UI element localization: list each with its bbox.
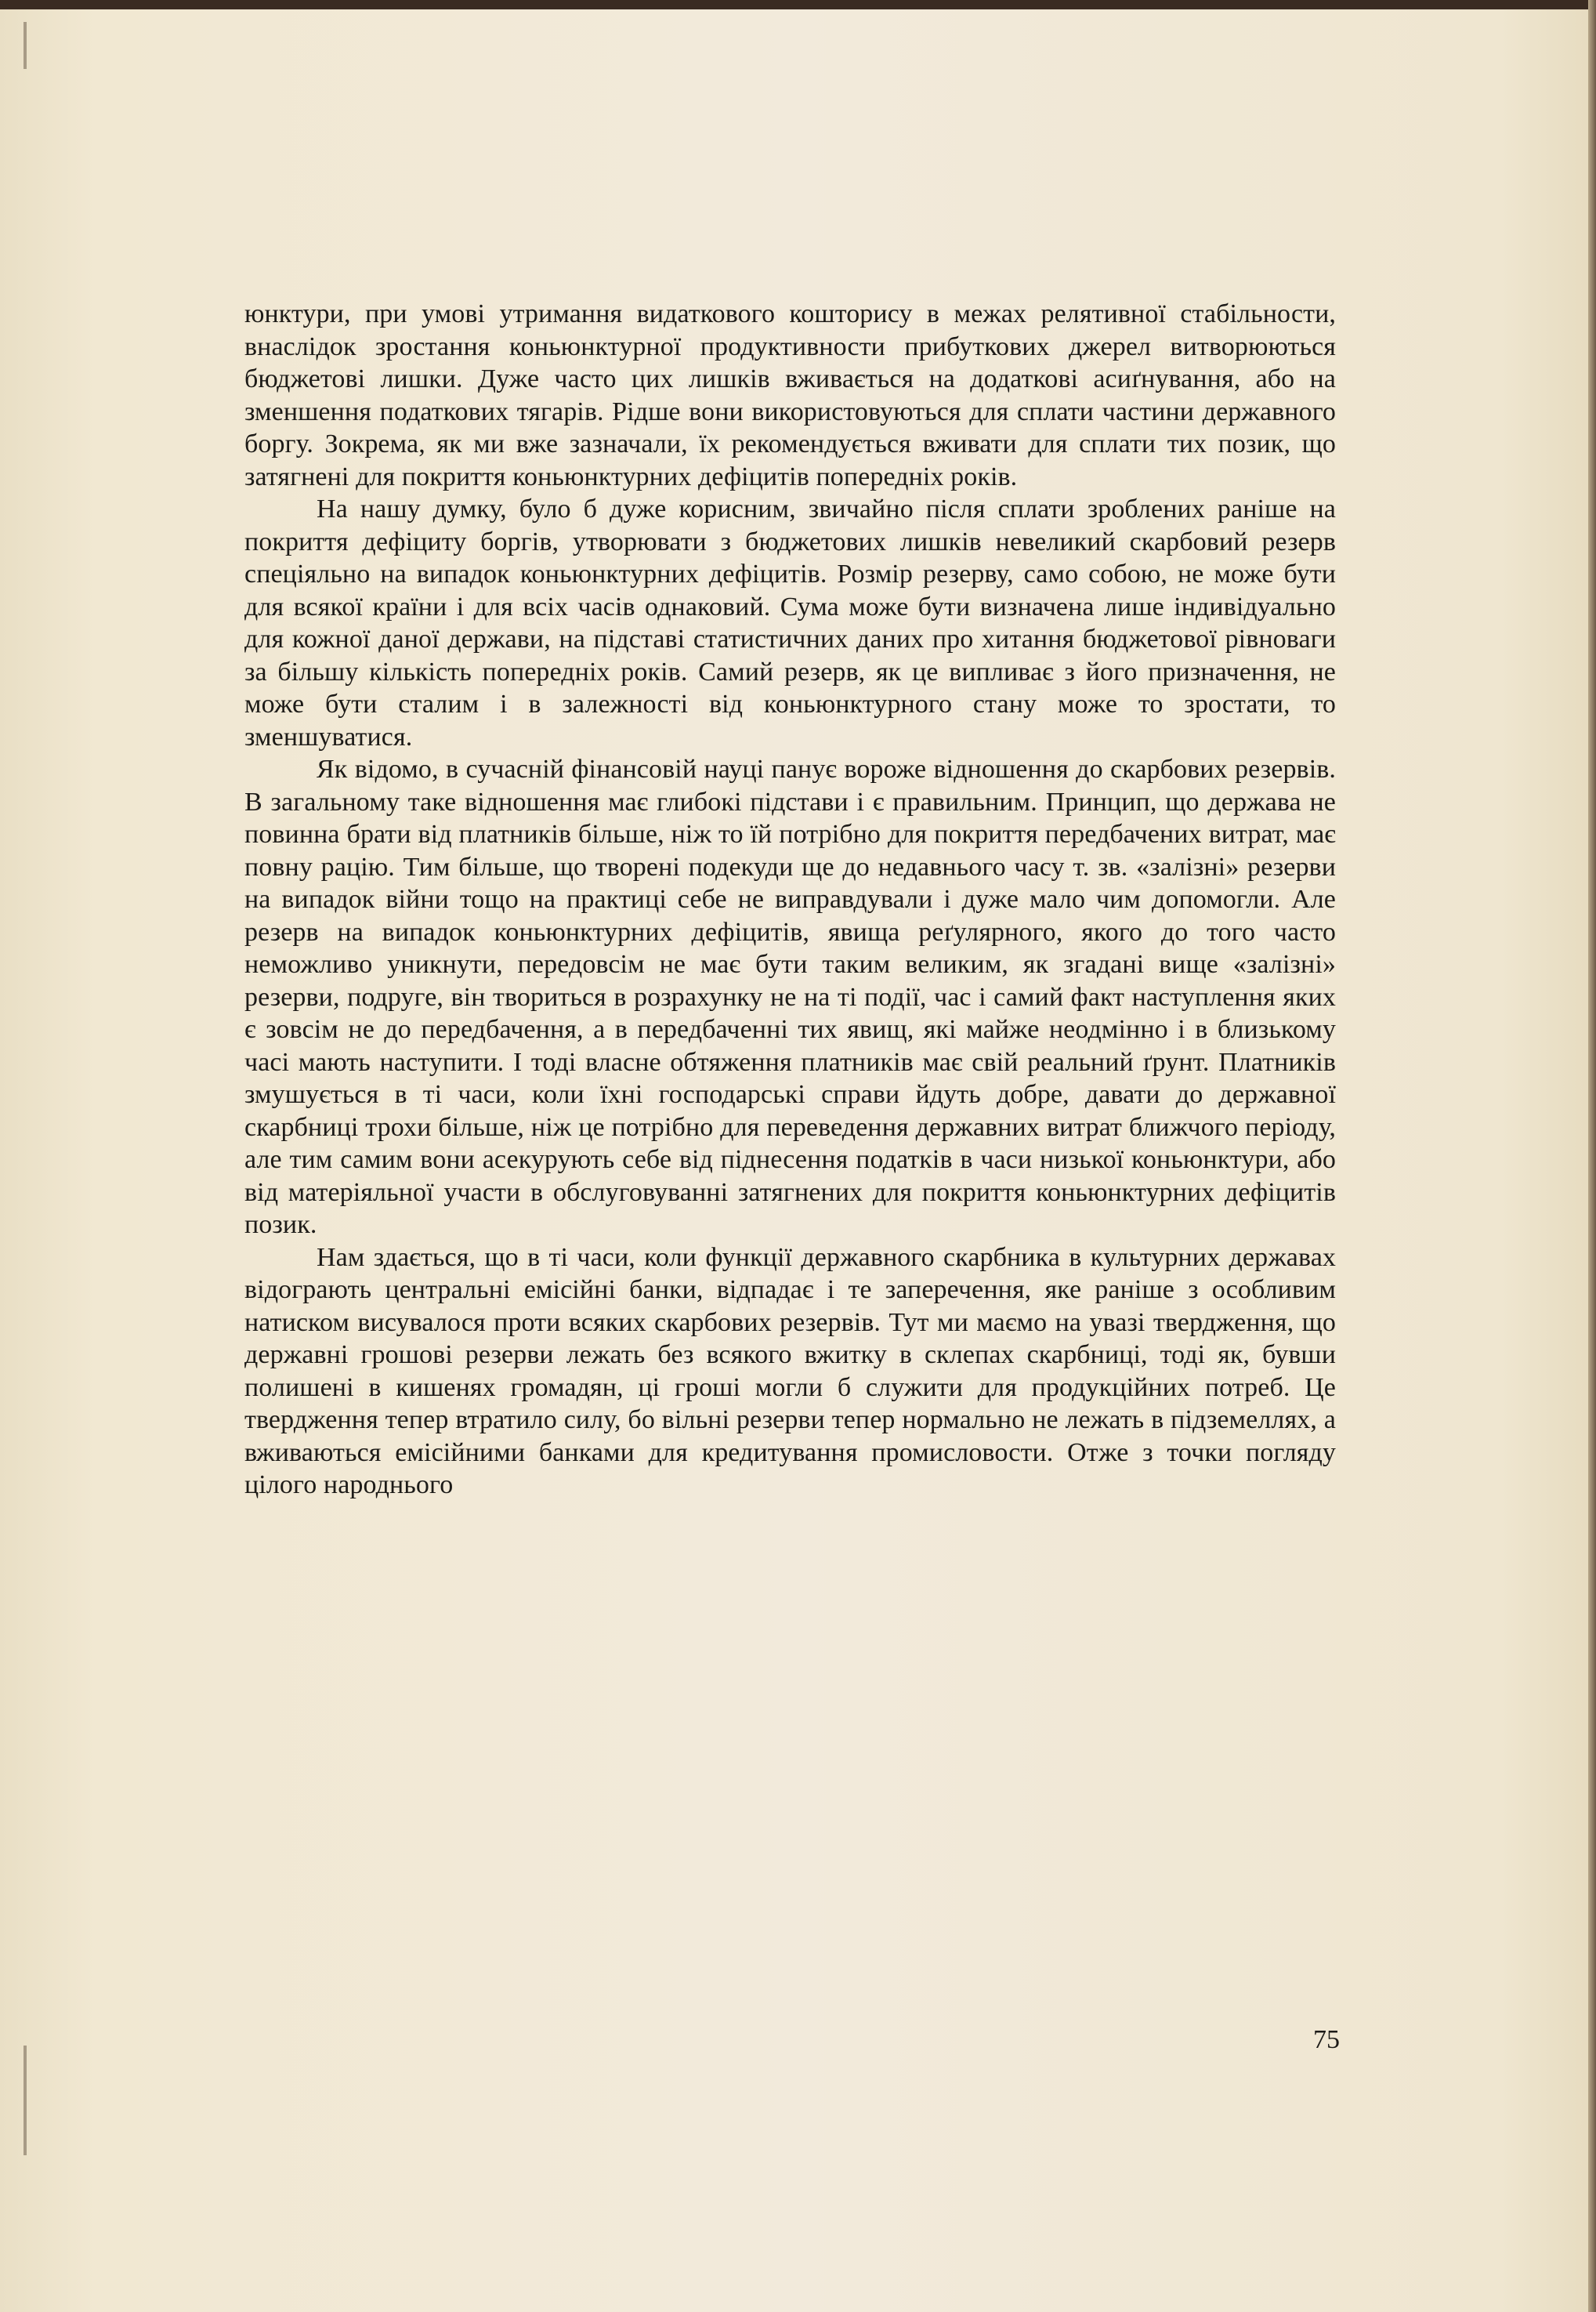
scan-left-mark	[24, 22, 27, 69]
paragraph-3: Як відомо, в сучасній фінансовій науці панує вороже відношення до скарбових резервів. В загальному таке відношення має глибокі підстави і є правильним. Принцип, що держава не повинна брати від платників більше, ніж то їй потрібно для покриття передбачених витрат, має повну рацію. Тим більше, що творені подекуди ще до недавнього часу т. зв. «залізні» резерви на випадок війни тощо на практиці себе не виправдували і дуже мало чим допомогли. Але резерв на випадок коньюнктурних дефіцитів, явища реґулярного, якого до того часто неможливо уникнути, передовсім не має бути таким великим, як згадані вище «залізні» резерви, подруге, він твориться в розрахунку не на ті події, час і самий факт наступлення яких є зовсім не до передбачення, а в передбаченні тих явищ, які майже неодмінно і в близькому часі мають наступити. І тоді власне обтяження платників має свій реальний ґрунт. Платників змушується в ті часи, коли їхні господарські справи йдуть добре, давати до державної скарбниці трохи більше, ніж це потрібно для переведення державних витрат ближчого періоду, але тим самим вони асекурують себе від піднесення податків в часи низької коньюнктури, або від матеріяльної участи в обслуговуванні затягнених для покриття коньюнктурних дефіцитів позик.	[244, 755, 1336, 1239]
paragraph-4: Нам здається, що в ті часи, коли функції державного скарбника в культурних державах відограють центральні емісійні банки, відпадає і те заперечення, яке раніше з особливим натиском висувалося проти всяких скарбових резервів. Тут ми маємо на увазі твердження, що державні грошові резерви лежать без всякого вжитку в склепах скарбниці, тоді як, бувши полишені в кишенях громадян, ці гроші могли б служити для продукційних потреб. Це твердження тепер втратило силу, бо вільні резерви тепер нормально не лежать в підземеллях, а вживаються емісійними банками для кредитування промисловости. Отже з точки погляду цілого народнього	[244, 1242, 1336, 1499]
paragraph-2: На нашу думку, було б дуже корисним, звичайно після сплати зроблених раніше на покриття дефіциту боргів, утворювати з бюджетових лишків невеликий скарбовий резерв спеціяльно на випадок коньюнктурних дефіцитів. Розмір резерву, само собою, не може бути для всякої країни і для всіх часів однаковий. Сума може бути визначена лише індивідуально для кожної даної держави, на підставі статистичних даних про хитання бюджетової рівноваги за більшу кількість попередніх років. Самий резерв, як це випливає з його призначення, не може бути сталим і в залежності від коньюнктурного стану може то зростати, то зменшуватися.	[244, 495, 1336, 752]
scan-right-edge	[1588, 0, 1596, 2312]
scan-left-mark	[24, 2046, 27, 2155]
page-number: 75	[1313, 2025, 1340, 2054]
paragraph-1: юнктури, при умові утримання видаткового кошторису в межах релятивної стабільности, внаслідок зростання коньюнктурної продуктивности прибуткових джерел витворюються бюджетові лишки. Дуже часто цих лишків вживається на додаткові асиґнування, або на зменшення податкових тягарів. Рідше вони використовуються для сплати частини державного боргу. Зокрема, як ми вже зазначали, їх рекомендується вживати для сплати тих позик, що затягнені для покриття коньюнктурних дефіцитів попередніх років.	[244, 299, 1336, 491]
body-text	[244, 298, 1336, 1502]
scan-top-edge	[0, 0, 1596, 9]
